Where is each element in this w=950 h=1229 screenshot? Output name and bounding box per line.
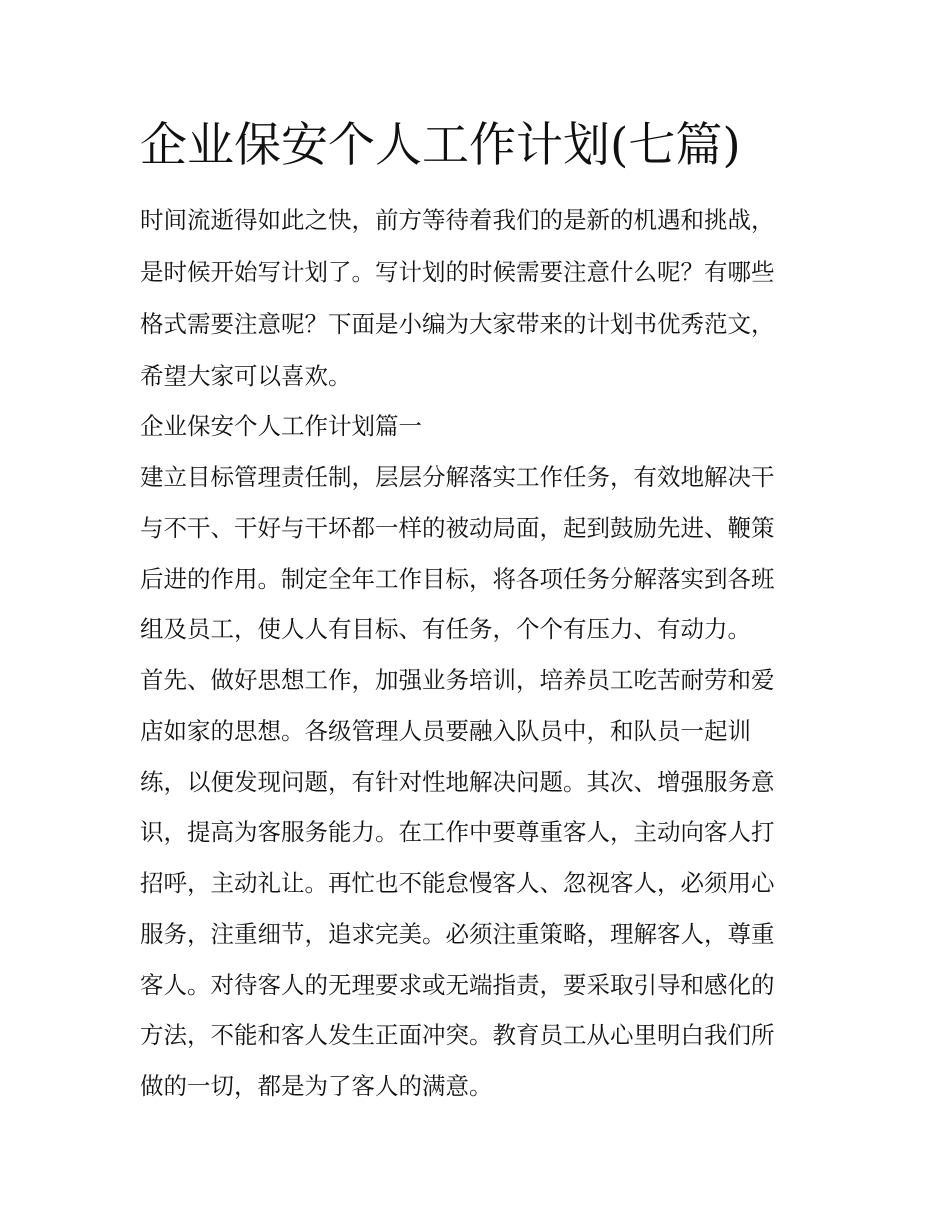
text-line-16: 客人。对待客人的无理要求或无端指责，要采取引导和感化的 xyxy=(140,971,775,999)
section-heading: 企业保安个人工作计划篇一 xyxy=(140,412,422,440)
text-line-10: 首先、做好思想工作，加强业务培训，培养员工吃苦耐劳和爱 xyxy=(140,666,775,694)
text-line-11: 店如家的思想。各级管理人员要融入队员中，和队员一起训 xyxy=(140,717,751,745)
text-line-3: 格式需要注意呢？下面是小编为大家带来的计划书优秀范文， xyxy=(140,310,775,338)
text-line-14: 招呼，主动礼让。再忙也不能怠慢客人、忽视客人，必须用心 xyxy=(140,869,775,897)
text-line-4: 希望大家可以喜欢。 xyxy=(140,362,352,390)
text-line-15: 服务，注重细节，追求完美。必须注重策略，理解客人，尊重 xyxy=(140,920,775,948)
text-line-1: 时间流逝得如此之快，前方等待着我们的是新的机遇和挑战， xyxy=(140,206,775,234)
text-line-8: 后进的作用。制定全年工作目标，将各项任务分解落实到各班 xyxy=(140,565,775,593)
text-line-9: 组及员工，使人人有目标、有任务，个个有压力、有动力。 xyxy=(140,615,751,643)
text-line-18: 做的一切，都是为了客人的满意。 xyxy=(140,1072,493,1100)
text-line-2: 是时候开始写计划了。写计划的时候需要注意什么呢？有哪些 xyxy=(140,258,775,286)
document-title: 企业保安个人工作计划(七篇) xyxy=(140,118,741,173)
text-line-13: 识，提高为客服务能力。在工作中要尊重客人，主动向客人打 xyxy=(140,818,775,846)
text-line-12: 练，以便发现问题，有针对性地解决问题。其次、增强服务意 xyxy=(140,768,775,796)
text-line-7: 与不干、干好与干坏都一样的被动局面，起到鼓励先进、鞭策 xyxy=(140,514,775,542)
text-line-17: 方法，不能和客人发生正面冲突。教育员工从心里明白我们所 xyxy=(140,1021,775,1049)
text-line-6: 建立目标管理责任制，层层分解落实工作任务，有效地解决干 xyxy=(140,463,775,491)
